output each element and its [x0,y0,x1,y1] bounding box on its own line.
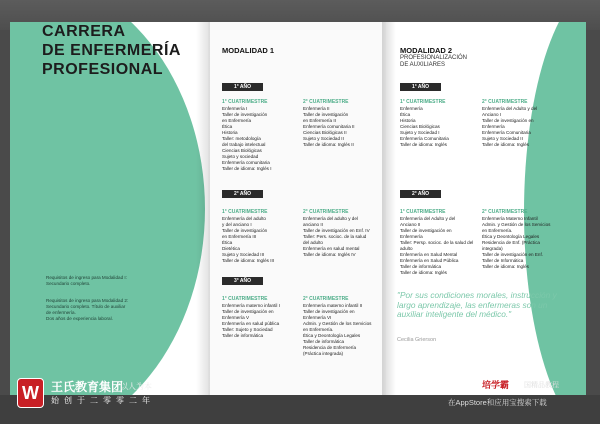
fold-shadow-left [196,22,210,395]
year-3-label: 3° AÑO [222,277,263,285]
modalidad-2-title: MODALIDAD 2 [400,46,453,55]
cuatrimestre-heading: 2° CUATRIMESTRE [303,99,349,105]
cuatrimestre-heading: 2° CUATRIMESTRE [303,296,349,302]
watermark-tagline: 国精品教程 [524,382,559,389]
requirements-modalidad-2: Requisitos de ingreso para Modalidad 2: Secundario completo. Título de auxiliar de enfermería. Dos años de experiencia laboral. [46,298,129,321]
subject-list: Enfermería materno infantil II Taller de investigación en Enfermería VI Admin. y Gestión de los Servicios en Enfermería. Ética y Deontología Legales Taller de informática Residencia de Enfermería (Práctica integrada) [303,303,372,356]
brand-name: 王氏教育集团 [51,380,124,394]
cuatrimestre-heading: 1° CUATRIMESTRE [222,209,268,215]
brochure-title: CARRERA DE ENFERMERÍA PROFESIONAL [42,23,181,78]
watermark-app-text: 在AppStore和应用宝搜索下载 [448,398,547,407]
quote-author: Cecilia Grierson [397,337,437,343]
cuatrimestre-heading: 2° CUATRIMESTRE [482,99,528,105]
green-arc-right [524,22,586,395]
cuatrimestre-heading: 2° CUATRIMESTRE [482,209,528,215]
modalidad-2-subtitle: PROFESIONALIZACIÓN DE AUXILIARES [400,55,468,68]
subject-list: Enfermería I Taller de investigación en Enfermería Ética Historia Taller: metodología del trabajo intelectual Ciencias Biológicas Sujeto y sociedad Enfermería comunitaria Taller de idioma: Inglés I [222,106,272,171]
year-2-label: 2° AÑO [222,190,263,198]
year-2-label: 2° AÑO [400,190,441,198]
brand-logo: W [17,378,44,408]
cuatrimestre-heading: 1° CUATRIMESTRE [400,99,446,105]
year-1-label: 1° AÑO [222,83,263,91]
subject-list: Enfermería Materno Infantil Admin. y Gestión de los Servicios en Enfermería. Ética y Deontología Legales Residencia de Enf. (Práctica integrada) Taller de investigación en Enf. Taller de Informática Taller de idioma: Inglés [482,216,551,269]
subject-list: Enfermería del adulto y del anciano II Taller de investigación en Enf. IV Taller: Pers. socioc. de la salud del adulto Enfermería en salud mental Taller de idioma: Inglés IV [303,216,370,257]
brand-slogan: 以人为本 [120,382,152,391]
modalidad-1-title: MODALIDAD 1 [222,46,275,55]
subject-list: Enfermería II Taller de investigación en Enfermería II Enfermería comunitaria II Ciencias Biológicas II Sujeto y Sociedad II Taller de idioma: Inglés II [303,106,355,147]
brand-since: 始创于二零零二年 [51,396,155,405]
subject-list: Enfermería del Adulto y del Anciano I Taller de investigación en Enfermería Enfermería Comunitaria Sujeto y Sociedad II Taller de idioma: Inglés [482,106,538,147]
cuatrimestre-heading: 1° CUATRIMESTRE [222,99,268,105]
watermark-brand: 培学霸 [482,380,510,390]
subject-list: Enfermería Ética Historia Ciencias Biológicas Sujeto y Sociedad I Enfermería Comunitaria Taller de idioma: Inglés [400,106,449,147]
cuatrimestre-heading: 2° CUATRIMESTRE [303,209,349,215]
subject-list: Enfermería del adulto y del anciano I Taller de investigación en Enfermería III Ética Dietética Sujeto y Sociedad III Taller de idioma: Inglés III [222,216,275,263]
quote-text: "Por sus condiciones morales, instrucción y largo aprendizaje, las enfermeras son un auxiliar inteligente del médico." [397,290,557,319]
cuatrimestre-heading: 1° CUATRIMESTRE [400,209,446,215]
cuatrimestre-heading: 1° CUATRIMESTRE [222,296,268,302]
subject-list: Enfermería materno infantil I Taller de investigación en Enfermería V Enfermería en salud pública Taller: Sujeto y Sociedad Taller de informática [222,303,280,338]
requirements-modalidad-1: Requisitos de ingreso para Modalidad I: Secundario completo. [46,275,127,286]
year-1-label: 1° AÑO [400,83,441,91]
subject-list: Enfermería del Adulto y del Anciano II Taller de investigación en Enfermería Taller: Persp. socioc. de la salud del adulto Enfermería en Salud Mental Enfermería en Salud Pública Taller de informática Taller de idioma: Inglés [400,216,474,275]
